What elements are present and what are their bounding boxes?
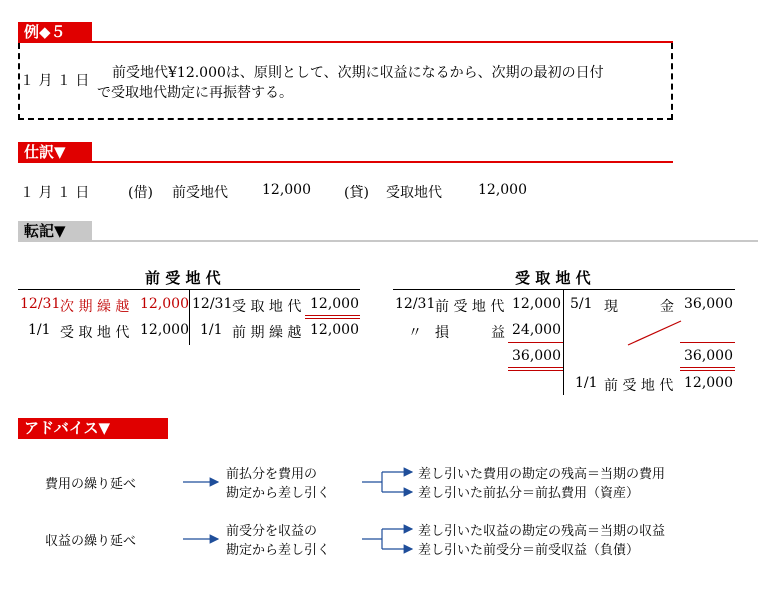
left-credit-row2-desc: 前 期 繰 越 <box>232 325 302 341</box>
left-credit-row1-amount: 12,000 <box>310 296 359 312</box>
left-debit-row2-amount: 12,000 <box>140 322 189 338</box>
right-debit-row1-desc: 前 受 地 代 <box>435 299 505 315</box>
advice-row1-topic: 費用の繰り延べ <box>45 477 137 492</box>
right-debit-row1-amount: 12,000 <box>512 296 561 312</box>
right-credit-after-desc: 前 受 地 代 <box>604 378 674 394</box>
left-debit-row2-date: 1/1 <box>28 322 51 338</box>
journal-debit-tag: (借) <box>128 185 153 201</box>
advice-row1-action-line1: 前払分を費用の <box>226 467 318 482</box>
right-credit-after-date: 1/1 <box>575 375 598 391</box>
right-credit-row1-desc: 現 金 <box>604 299 674 315</box>
left-debit-row2-desc: 受 取 地 代 <box>60 325 130 341</box>
left-debit-row1-amount: 12,000 <box>140 296 189 312</box>
advice-row2-arrows <box>183 529 412 549</box>
example-tag: 例◆５ <box>18 22 92 43</box>
left-credit-row1-date: 12/31 <box>192 296 233 312</box>
example-text-line2: で受取地代勘定に再振替する。 <box>97 85 293 101</box>
left-credit-row1-desc: 受 取 地 代 <box>232 299 302 315</box>
right-credit-row1-date: 5/1 <box>570 296 593 312</box>
advice-row2-action-line1: 前受分を収益の <box>226 524 318 539</box>
example-text-line1: 前受地代¥12.000は、原則として、次期に収益になるから、次期の最初の日付 <box>112 65 604 81</box>
advice-row1-result2: 差し引いた前払分＝前払費用（資産） <box>418 486 640 501</box>
right-credit-row1-amount: 36,000 <box>684 296 733 312</box>
advice-tag: アドバイス▼ <box>18 418 168 439</box>
example-date: １ 月 １ 日 <box>20 73 90 89</box>
left-debit-row1-desc: 次 期 繰 越 <box>60 299 130 315</box>
right-debit-total: 36,000 <box>512 348 561 364</box>
left-credit-row2-amount: 12,000 <box>310 322 359 338</box>
journal-credit-account: 受取地代 <box>386 185 442 201</box>
advice-row2-result1: 差し引いた収益の勘定の残高＝当期の収益 <box>418 524 666 539</box>
right-credit-after-amount: 12,000 <box>684 375 733 391</box>
left-debit-row1-date: 12/31 <box>20 296 61 312</box>
journal-tag: 仕訳▼ <box>18 142 92 163</box>
journal-credit-tag: (貸) <box>344 185 369 201</box>
advice-row2-result2: 差し引いた前受分＝前受収益（負債） <box>418 543 640 558</box>
journal-debit-account: 前受地代 <box>172 185 228 201</box>
advice-row2-topic: 収益の繰り延べ <box>45 534 137 549</box>
advice-row1-arrows <box>183 472 412 492</box>
journal-credit-amount: 12,000 <box>478 182 527 198</box>
right-debit-row2-date: 〃 <box>408 325 422 341</box>
left-account-title: 前 受 地 代 <box>145 269 221 287</box>
right-credit-total: 36,000 <box>684 348 733 364</box>
advice-row2-action-line2: 勘定から差し引く <box>226 543 331 558</box>
posting-tag: 転記▼ <box>18 221 92 242</box>
right-debit-row2-amount: 24,000 <box>512 322 561 338</box>
left-credit-row2-date: 1/1 <box>200 322 223 338</box>
journal-date: １ 月 １ 日 <box>20 185 90 201</box>
advice-row1-action-line2: 勘定から差し引く <box>226 486 331 501</box>
advice-row1-result1: 差し引いた費用の勘定の残高＝当期の費用 <box>418 467 666 482</box>
right-debit-row2-desc: 損 益 <box>435 325 505 341</box>
right-account-title: 受 取 地 代 <box>515 269 591 287</box>
journal-debit-amount: 12,000 <box>262 182 311 198</box>
right-debit-row1-date: 12/31 <box>395 296 436 312</box>
